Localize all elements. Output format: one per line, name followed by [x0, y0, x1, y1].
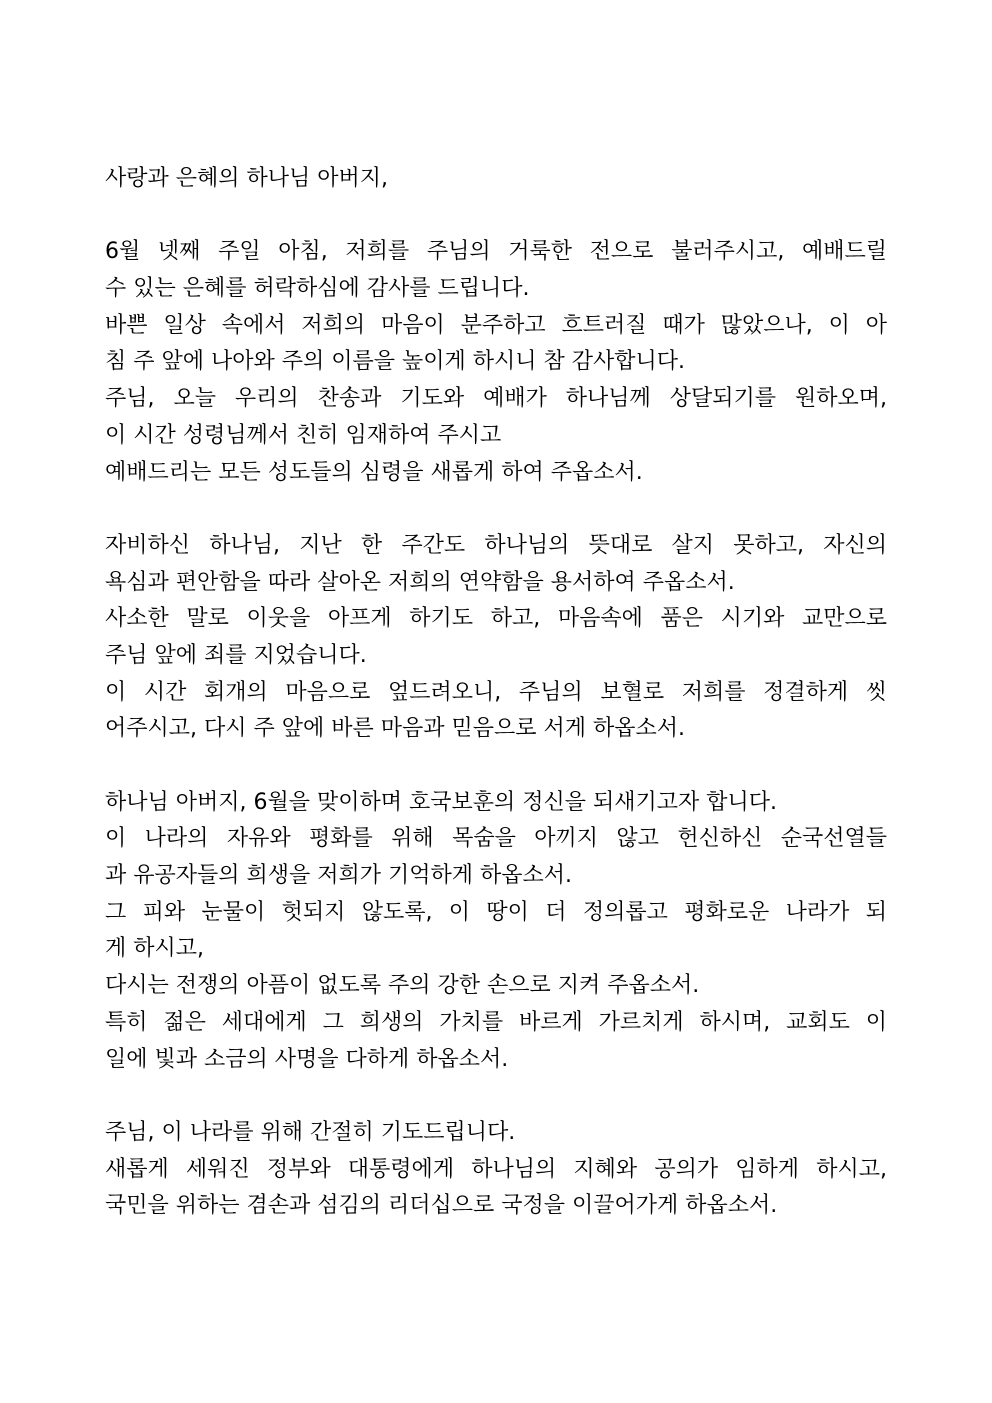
- text-line: 하나님 아버지, 6월을 맞이하며 호국보훈의 정신을 되새기고자 합니다.: [105, 789, 777, 815]
- blank-line: [105, 491, 887, 528]
- text-line: 이 시간 회개의 마음으로 엎드려오니, 주님의 보혈로 저희를 정결하게 씻: [105, 679, 887, 705]
- text-line: 이 시간 성령님께서 친히 임재하여 주시고: [105, 422, 502, 448]
- text-line: 욕심과 편안함을 따라 살아온 저희의 연약함을 용서하여 주옵소서.: [105, 569, 735, 595]
- text-line: 다시는 전쟁의 아픔이 없도록 주의 강한 손으로 지켜 주옵소서.: [105, 973, 700, 999]
- text-line: 주님, 오늘 우리의 찬송과 기도와 예배가 하나님께 상달되기를 원하오며,: [105, 386, 887, 412]
- text-line: 이 나라의 자유와 평화를 위해 목숨을 아끼지 않고 헌신하신 순국선열들: [105, 826, 887, 852]
- text-line: 과 유공자들의 희생을 저희가 기억하게 하옵소서.: [105, 863, 573, 889]
- text-line: 일에 빛과 소금의 사명을 다하게 하옵소서.: [105, 1046, 509, 1072]
- text-line: 국민을 위하는 겸손과 섬김의 리더십으로 국정을 이끌어가게 하옵소서.: [105, 1193, 778, 1219]
- text-line: 새롭게 세워진 정부와 대통령에게 하나님의 지혜와 공의가 임하게 하시고,: [105, 1156, 887, 1182]
- text-line: 사랑과 은혜의 하나님 아버지,: [105, 166, 388, 191]
- text-line: 주님 앞에 죄를 지었습니다.: [105, 642, 367, 668]
- blank-line: [105, 748, 887, 785]
- blank-line: [105, 198, 887, 235]
- text-line: 그 피와 눈물이 헛되지 않도록, 이 땅이 더 정의롭고 평화로운 나라가 되: [105, 899, 887, 925]
- text-line: 예배드리는 모든 성도들의 심령을 새롭게 하여 주옵소서.: [105, 459, 643, 485]
- prayer-text: [105, 161, 887, 1225]
- text-line: 자비하신 하나님, 지난 한 주간도 하나님의 뜻대로 살지 못하고, 자신의: [105, 532, 887, 558]
- text-line: 어주시고, 다시 주 앞에 바른 마음과 믿음으로 서게 하옵소서.: [105, 716, 685, 742]
- text-line: 수 있는 은혜를 허락하심에 감사를 드립니다.: [105, 276, 530, 302]
- text-line: 바쁜 일상 속에서 저희의 마음이 분주하고 흐트러질 때가 많았으나, 이 아: [105, 312, 887, 338]
- text-line: 게 하시고,: [105, 936, 204, 962]
- text-line: 사소한 말로 이웃을 아프게 하기도 하고, 마음속에 품은 시기와 교만으로: [105, 606, 887, 632]
- text-line: 침 주 앞에 나아와 주의 이름을 높이게 하시니 참 감사합니다.: [105, 349, 685, 375]
- text-line: 특히 젊은 세대에게 그 희생의 가치를 바르게 가르치게 하시며, 교회도 이: [105, 1009, 887, 1035]
- text-line: 6월 넷째 주일 아침, 저희를 주님의 거룩한 전으로 불러주시고, 예배드릴: [105, 239, 887, 265]
- text-line: 주님, 이 나라를 위해 간절히 기도드립니다.: [105, 1119, 516, 1145]
- blank-line: [105, 1078, 887, 1115]
